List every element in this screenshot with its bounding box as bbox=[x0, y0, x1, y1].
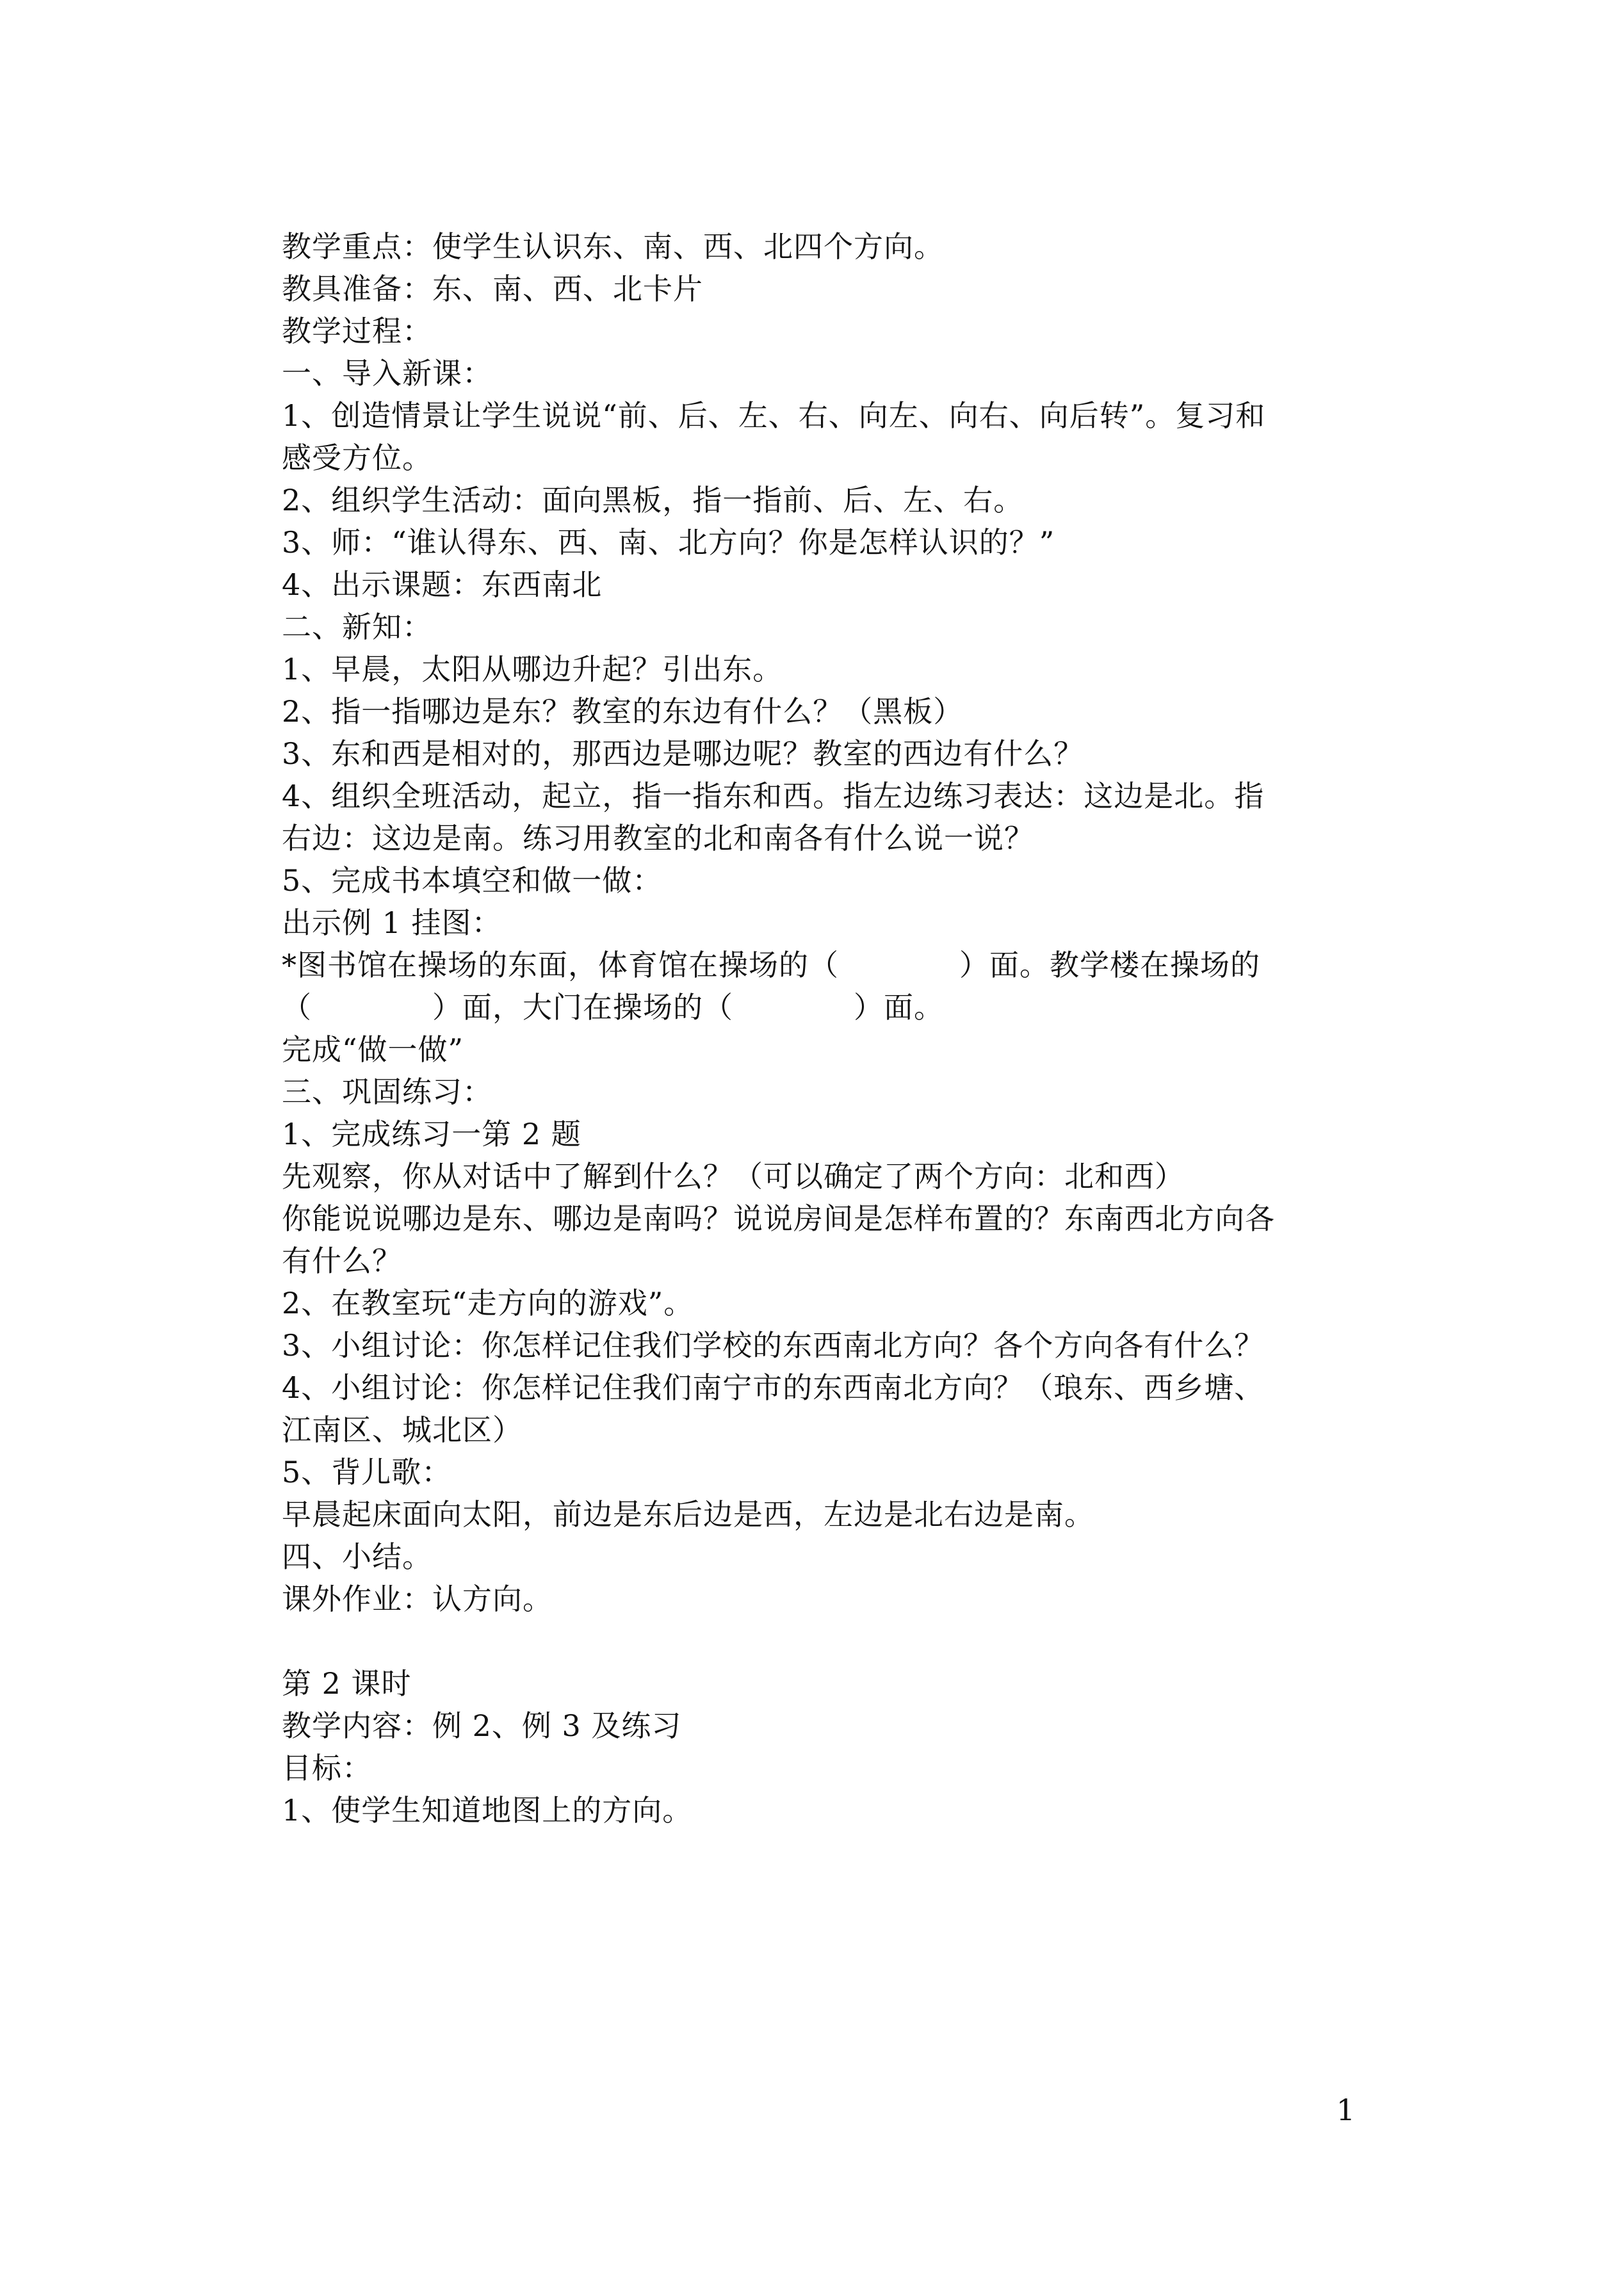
text-line: 出示例 1 挂图： bbox=[282, 905, 502, 940]
section-heading: 二、新知： bbox=[282, 610, 432, 644]
section-heading: 四、小结。 bbox=[282, 1539, 432, 1574]
blank-line bbox=[282, 1620, 1358, 1662]
text-line: 1、使学生知道地图上的方向。 bbox=[282, 1793, 693, 1828]
text-line: 右边：这边是南。练习用教室的北和南各有什么说一说？ bbox=[282, 821, 1034, 856]
text-line: （ ）面，大门在操场的（ ）面。 bbox=[282, 990, 944, 1025]
text-line: 4、小组讨论：你怎样记住我们南宁市的东西南北方向？（琅东、西乡塘、 bbox=[282, 1370, 1265, 1405]
text-line: *图书馆在操场的东面，体育馆在操场的（ ）面。教学楼在操场的 bbox=[282, 948, 1260, 982]
text-line: 3、师：“谁认得东、西、南、北方向？你是怎样认识的？” bbox=[282, 525, 1055, 560]
lesson-heading: 第 2 课时 bbox=[282, 1666, 412, 1701]
text-line: 4、组织全班活动，起立，指一指东和西。指左边练习表达：这边是北。指 bbox=[282, 779, 1265, 813]
document-body bbox=[282, 225, 1358, 1831]
text-line: 完成“做一做” bbox=[282, 1032, 464, 1067]
text-line: 教学过程： bbox=[282, 314, 432, 348]
text-line: 教学重点：使学生认识东、南、西、北四个方向。 bbox=[282, 229, 944, 264]
text-line: 课外作业：认方向。 bbox=[282, 1582, 553, 1616]
text-line: 感受方位。 bbox=[282, 441, 432, 475]
text-line: 先观察，你从对话中了解到什么？（可以确定了两个方向：北和西） bbox=[282, 1159, 1185, 1194]
text-line: 2、指一指哪边是东？教室的东边有什么？（黑板） bbox=[282, 694, 964, 729]
text-line: 早晨起床面向太阳，前边是东后边是西，左边是北右边是南。 bbox=[282, 1497, 1094, 1532]
text-line: 有什么？ bbox=[282, 1244, 402, 1278]
text-line: 教学内容：例 2、例 3 及练习 bbox=[282, 1708, 682, 1743]
text-line: 4、出示课题：东西南北 bbox=[282, 567, 603, 602]
text-line: 2、在教室玩“走方向的游戏”。 bbox=[282, 1286, 694, 1320]
text-line: 2、组织学生活动：面向黑板，指一指前、后、左、右。 bbox=[282, 483, 1024, 517]
text-line: 3、小组讨论：你怎样记住我们学校的东西南北方向？各个方向各有什么？ bbox=[282, 1328, 1265, 1363]
section-heading: 一、导入新课： bbox=[282, 356, 492, 391]
text-line: 你能说说哪边是东、哪边是南吗？说说房间是怎样布置的？东南西北方向各 bbox=[282, 1201, 1275, 1236]
text-line: 3、东和西是相对的，那西边是哪边呢？教室的西边有什么？ bbox=[282, 736, 1084, 771]
page-number: 1 bbox=[1336, 2093, 1355, 2127]
text-line: 1、早晨，太阳从哪边升起？引出东。 bbox=[282, 652, 783, 686]
text-line: 1、完成练习一第 2 题 bbox=[282, 1117, 581, 1151]
text-line: 5、背儿歌： bbox=[282, 1455, 452, 1489]
text-line: 教具准备：东、南、西、北卡片 bbox=[282, 272, 703, 306]
text-line: 江南区、城北区） bbox=[282, 1413, 523, 1447]
text-line: 1、创造情景让学生说说“前、后、左、右、向左、向右、向后转”。复习和 bbox=[282, 398, 1266, 433]
text-line: 目标： bbox=[282, 1751, 372, 1785]
section-heading: 三、巩固练习： bbox=[282, 1075, 492, 1109]
text-line: 5、完成书本填空和做一做： bbox=[282, 863, 663, 898]
